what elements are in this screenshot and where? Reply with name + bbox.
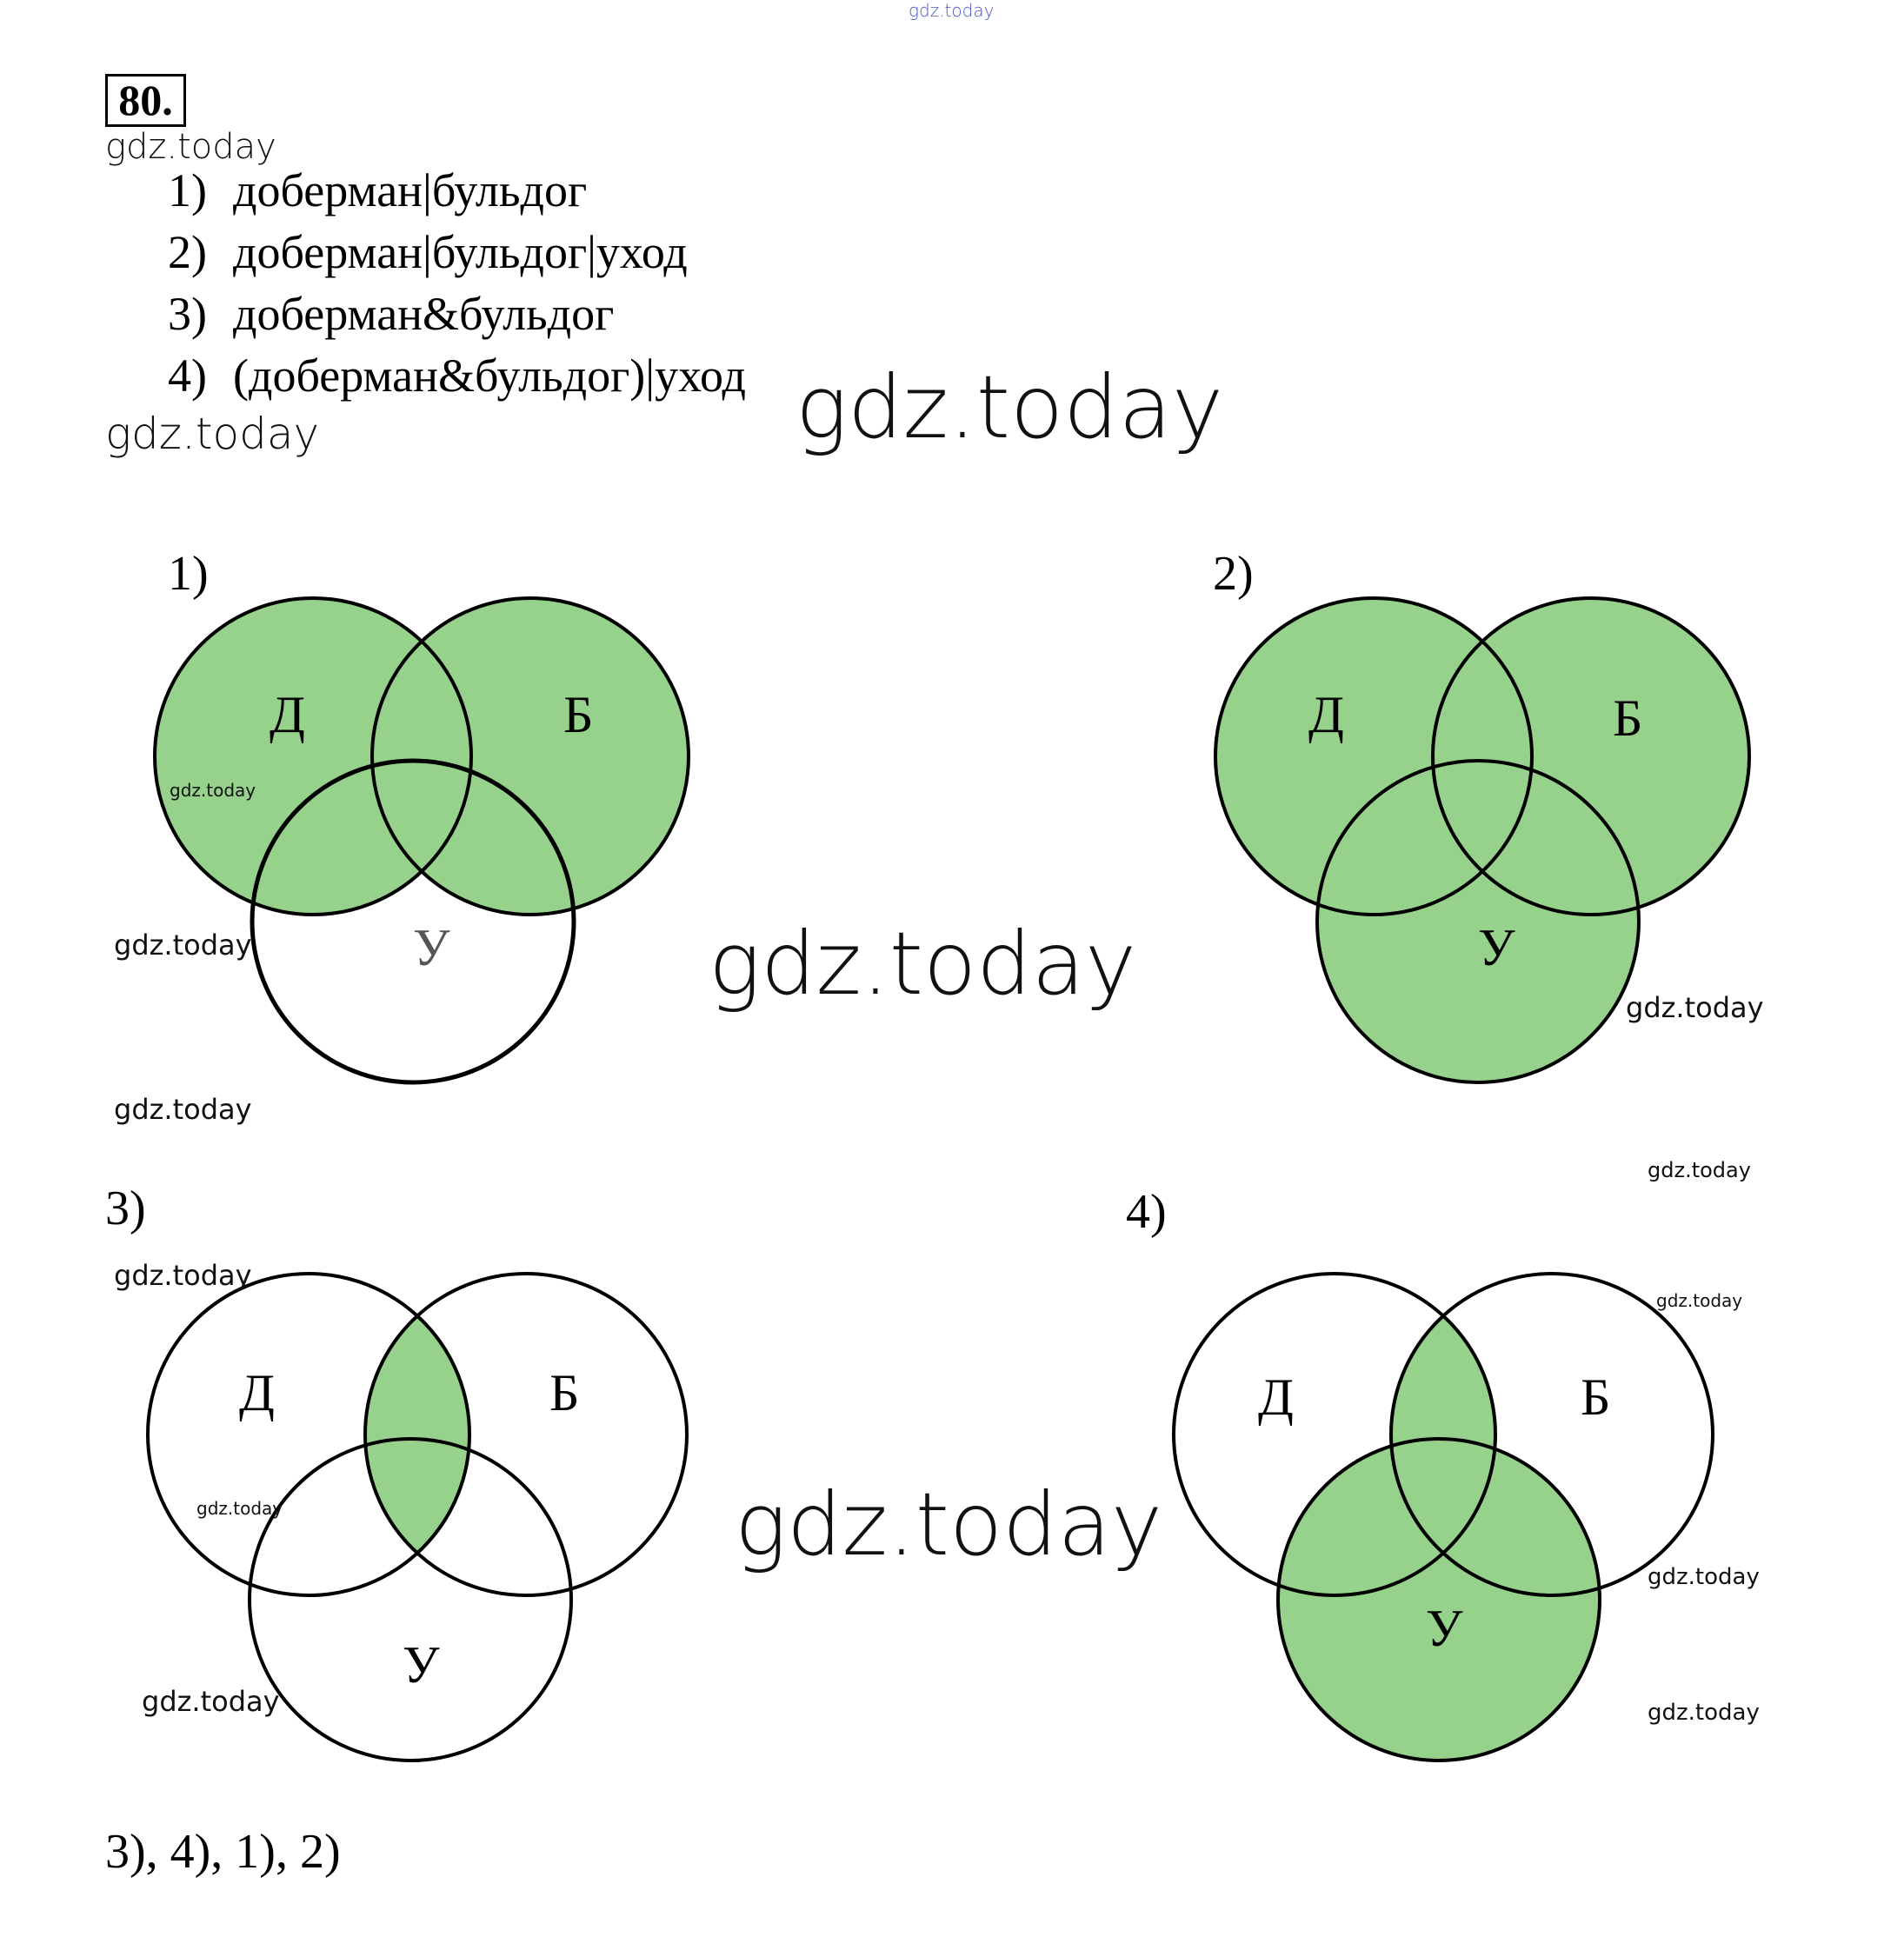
watermark: gdz.today — [1626, 991, 1764, 1024]
watermark: gdz.today — [1648, 1564, 1760, 1590]
query-text: доберман&бульдог — [233, 288, 615, 340]
set-label-b: Б — [563, 686, 594, 743]
shaded-region — [1278, 1274, 1713, 1761]
set-label-d: Д — [1258, 1368, 1294, 1426]
set-label-b: Б — [1613, 689, 1643, 747]
set-label-u: У — [1426, 1600, 1463, 1657]
diagram-label-3: 3) — [105, 1182, 146, 1235]
query-text: (доберман&бульдог)|уход — [233, 349, 746, 402]
query-number: 1) — [168, 164, 207, 216]
query-text: доберман|бульдог — [233, 164, 588, 216]
diagram-label-1: 1) — [168, 547, 209, 601]
watermark-large: gdz.today — [709, 913, 1137, 1015]
diagram-label-2: 2) — [1213, 547, 1254, 601]
set-label-d: Д — [1308, 686, 1344, 743]
watermark: gdz.today — [196, 1498, 283, 1519]
set-label-d: Д — [239, 1364, 275, 1421]
watermark: gdz.today — [1656, 1290, 1743, 1311]
answer: 3), 4), 1), 2) — [105, 1825, 341, 1879]
watermark: gdz.today — [114, 1259, 252, 1292]
watermark: gdz.today — [114, 929, 252, 962]
watermark: gdz.today — [105, 409, 320, 459]
problem-number: 80. — [105, 74, 186, 127]
watermark: gdz.today — [114, 1093, 252, 1126]
set-label-d: Д — [270, 686, 305, 743]
set-label-b: Б — [549, 1364, 580, 1421]
watermark-large: gdz.today — [796, 356, 1224, 458]
watermark: gdz.today — [170, 780, 256, 801]
query-text: доберман|бульдог|уход — [233, 226, 688, 278]
watermark: gdz.today — [105, 127, 276, 167]
diagram-label-4: 4) — [1126, 1185, 1167, 1239]
set-label-u: У — [403, 1636, 440, 1694]
watermark: gdz.today — [1648, 1700, 1760, 1726]
query-number: 2) — [168, 226, 207, 278]
query-number: 3) — [168, 288, 207, 340]
query-number: 4) — [168, 349, 207, 402]
set-label-b: Б — [1581, 1368, 1611, 1426]
set-label-u: У — [413, 919, 450, 976]
watermark: gdz.today — [142, 1685, 280, 1718]
set-label-u: У — [1478, 919, 1515, 976]
watermark: gdz.today — [1648, 1158, 1751, 1182]
header-watermark: gdz.today — [909, 0, 995, 21]
watermark-large: gdz.today — [735, 1474, 1163, 1575]
